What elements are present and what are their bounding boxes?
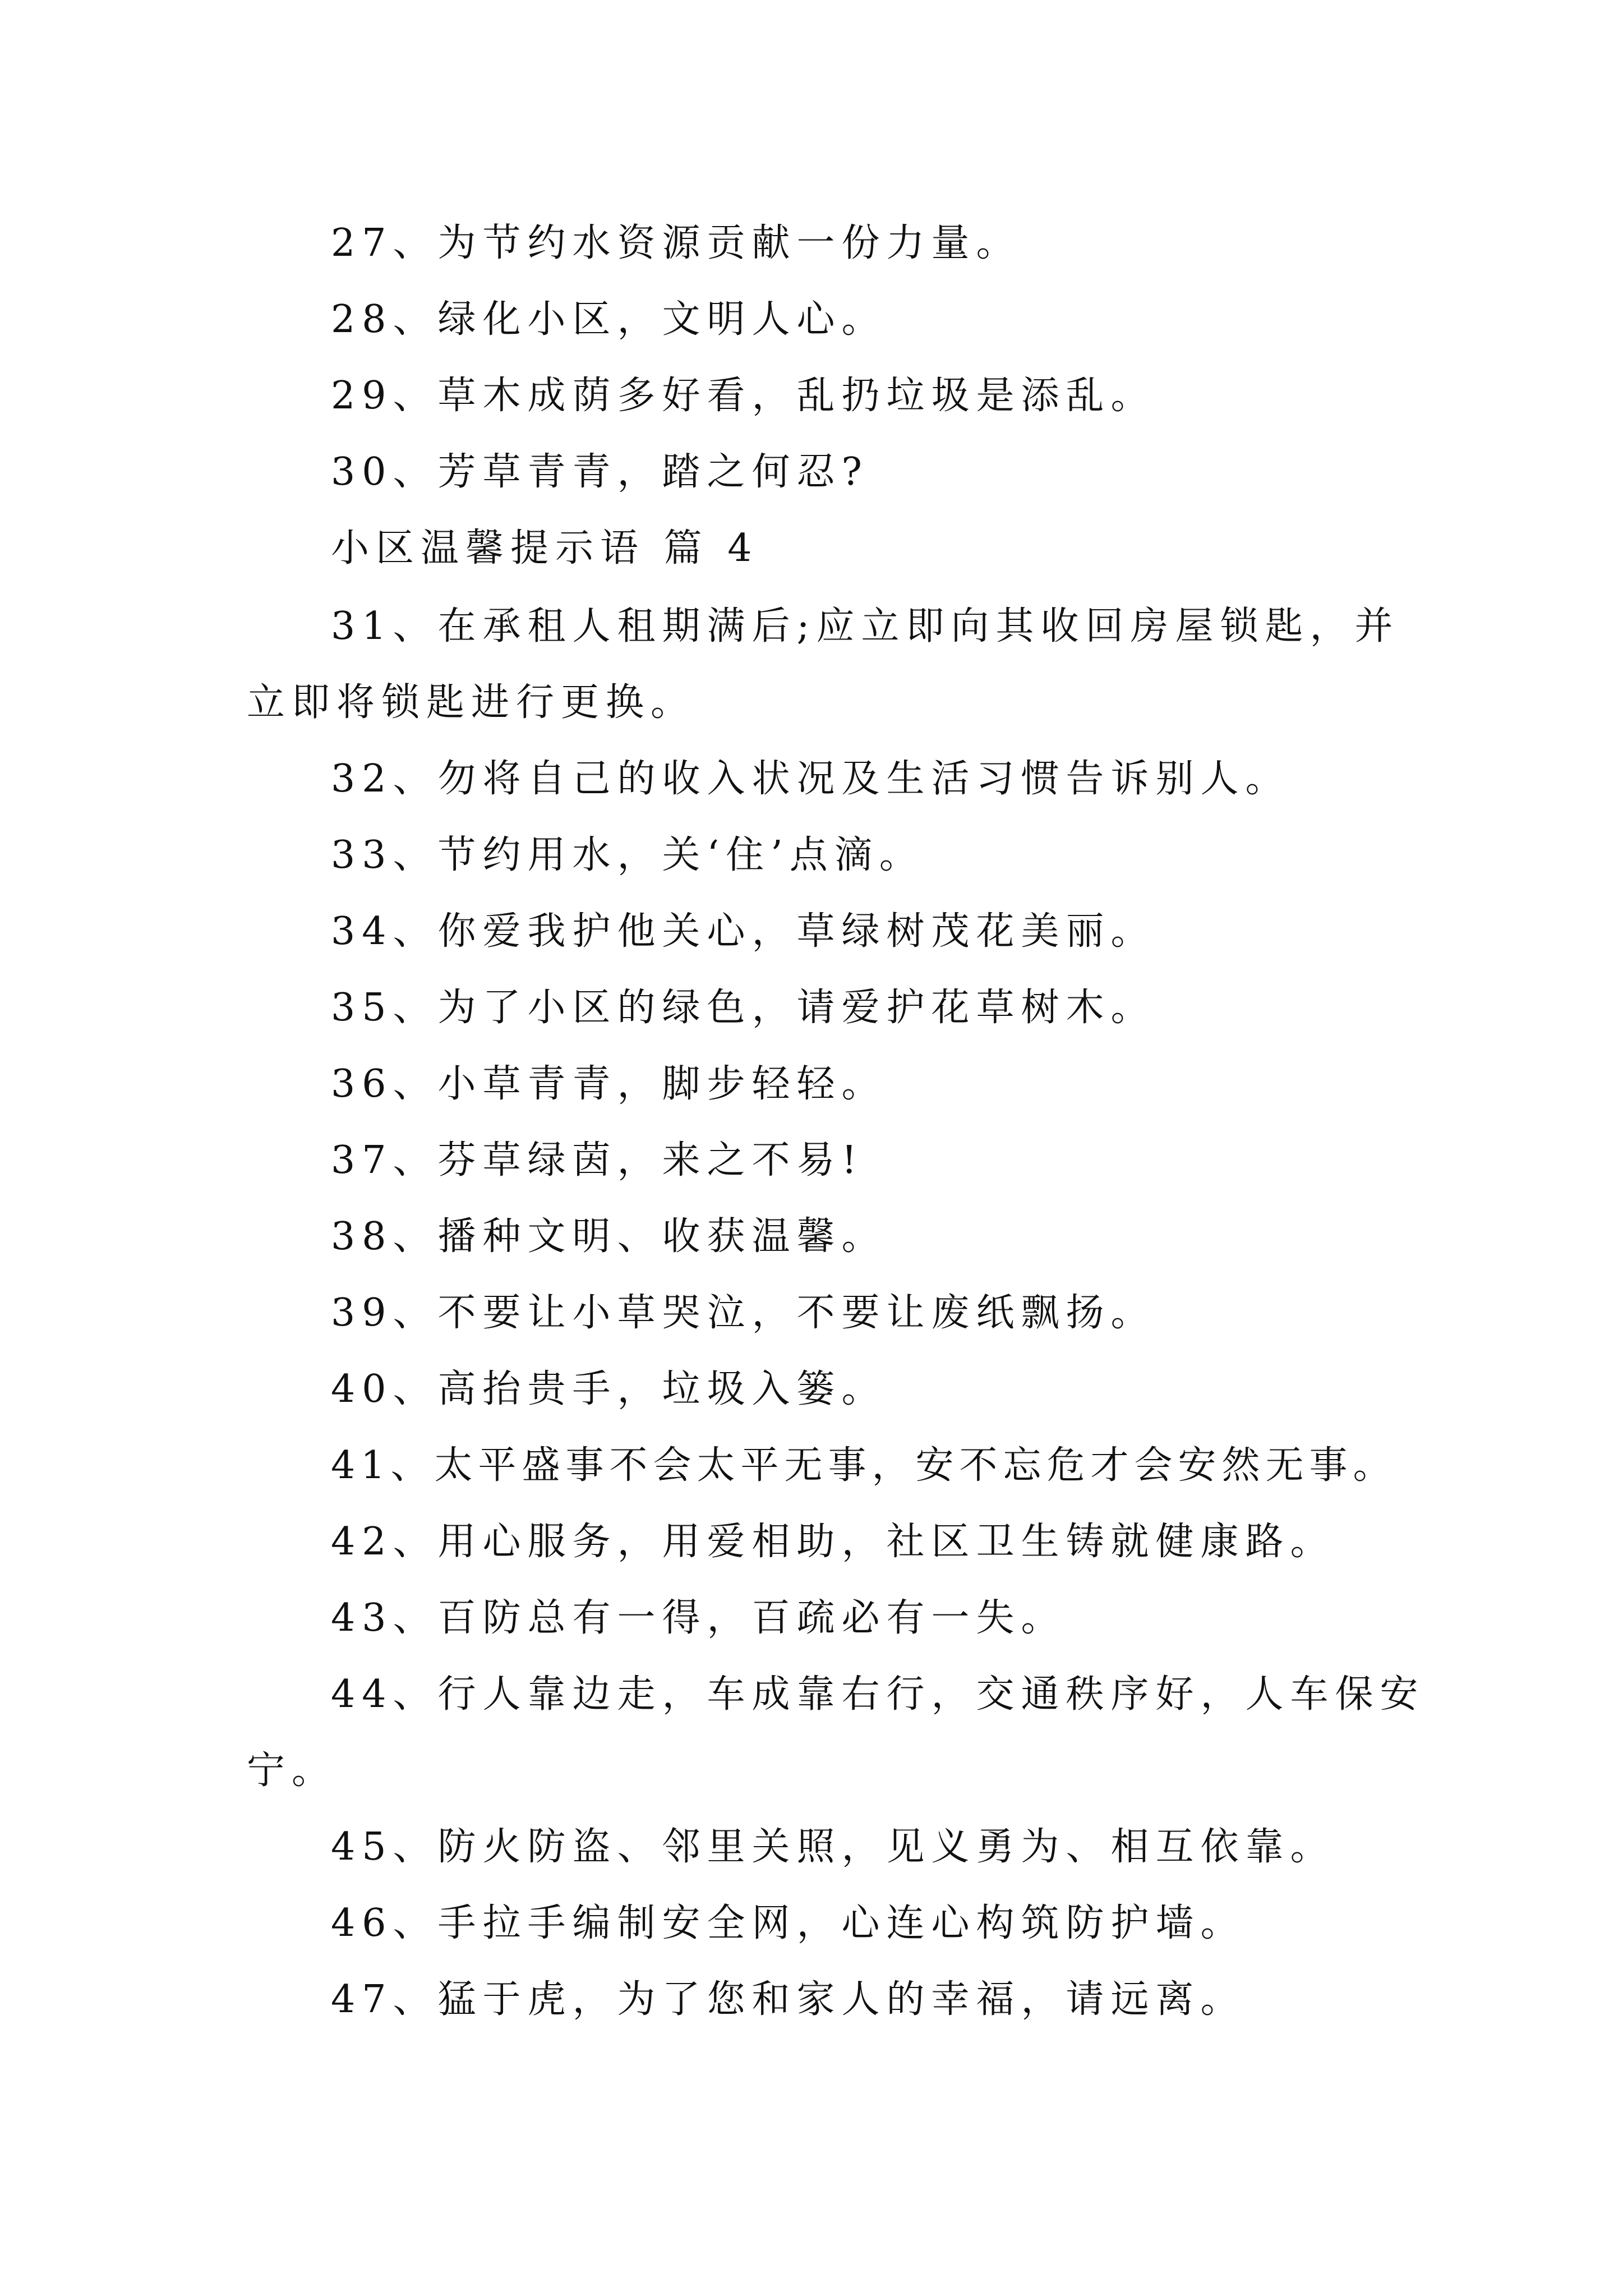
slogan-36: 36、小草青青，脚步轻轻。 (331, 1062, 887, 1106)
slogan-44: 44、行人靠边走，车成靠右行，交通秩序好，人车保安 (331, 1672, 1425, 1717)
slogan-35: 35、为了小区的绿色，请爱护花草树木。 (331, 986, 1156, 1030)
slogan-31: 31、在承租人租期满后;应立即向其收回房屋锁匙，并 (331, 604, 1400, 648)
slogan-43: 43、百防总有一得，百疏必有一失。 (331, 1596, 1066, 1640)
slogan-32: 32、勿将自己的收入状况及生活习惯告诉别人。 (331, 757, 1290, 801)
slogan-30: 30、芳草青青，踏之何忍? (331, 450, 869, 494)
slogan-27: 27、为节约水资源贡献一份力量。 (331, 221, 1021, 265)
slogan-46: 46、手拉手编制安全网，心连心构筑防护墙。 (331, 1901, 1246, 1945)
slogan-28: 28、绿化小区，文明人心。 (331, 297, 887, 342)
slogan-47: 47、猛于虎，为了您和家人的幸福，请远离。 (331, 1977, 1246, 2022)
slogan-39: 39、不要让小草哭泣，不要让废纸飘扬。 (331, 1291, 1156, 1335)
slogan-33: 33、节约用水，关‘住’点滴。 (331, 833, 924, 877)
slogan-31-continued: 立即将锁匙进行更换。 (247, 680, 696, 725)
slogan-34: 34、你爱我护他关心，草绿树茂花美丽。 (331, 909, 1156, 954)
section-heading: 小区温馨提示语 篇 4 (331, 526, 759, 570)
slogan-44-continued: 宁。 (247, 1749, 337, 1793)
slogan-42: 42、用心服务，用爱相助，社区卫生铸就健康路。 (331, 1520, 1335, 1564)
slogan-45: 45、防火防盗、邻里关照，见义勇为、相互依靠。 (331, 1825, 1335, 1869)
slogan-29: 29、草木成荫多好看，乱扔垃圾是添乱。 (331, 374, 1156, 418)
slogan-37: 37、芬草绿茵，来之不易! (331, 1138, 864, 1182)
slogan-40: 40、高抬贵手，垃圾入篓。 (331, 1367, 887, 1411)
slogan-41: 41、太平盛事不会太平无事，安不忘危才会安然无事。 (331, 1443, 1397, 1488)
slogan-38: 38、播种文明、收获温馨。 (331, 1214, 887, 1259)
